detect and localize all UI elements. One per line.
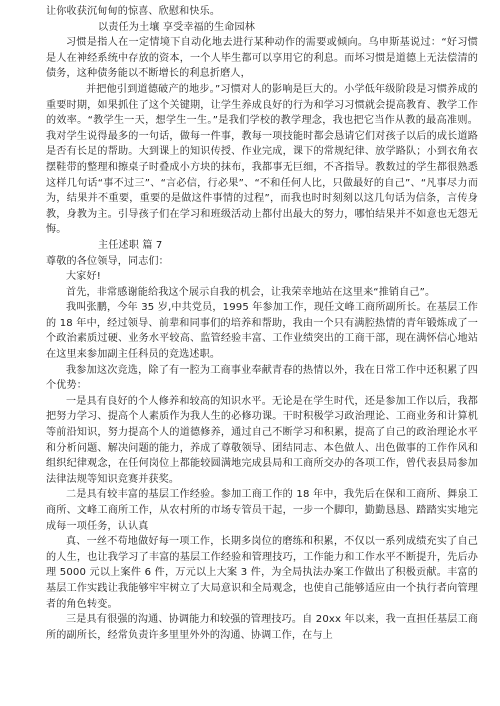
section-heading-responsibility: 以责任为土壤 享受幸福的生命园林 bbox=[98, 21, 256, 33]
paragraph-habit-influence: 并把他引到道德破产的地步。”习惯对人的影响是巨大的。小学低年级阶段是习惯养成的重要时期，如果抓住了这个关键期，让学生养成良好的行为和学习习惯就会提高教育、教学工作的效率。“教学生一天，想学生一生。”是我们学校的教学理念，我也把它当作从教的最高准则。我对学生说得最多的一句话，做每一件事，教每一项技能时都会恳请它们对孩子以后的成长道路是否有长足的帮助。大到课上的知识传授、作业完成，课下的常规纪律、放学路队；小到衣角衣摆鞋带的整理和擦桌子时叠成小方块的抹布，我都事无巨细，不吝指导。教数过的学生都很熟悉这样几句话“事不过三”、“言必信，行必果”、“不和任何人比，只做最好的自己”、“凡事尽力而为，结果并不重要，重要的是做这件事情的过程”，而我也时时刻刻以这几句话为信条，言传身教，身教为主。引导孩子们在学习和班级活动上都付出最大的努力，哪怕结果并不如意也无怨无悔。 bbox=[46, 83, 478, 236]
paragraph-advantage-two-cont: 真、一丝不苟地做好每一项工作，长期多岗位的磨练和积累，不仅以一系列成绩充实了自己的人生，也让我学习了丰富的基层工作经验和管理技巧，工作能力和工作水平不断提升，先后办理 5000 元以上案件 6 件，万元以上大案 3 件，为全局执法办案工作做出了积极贡献。丰富的基层工作实践让我能够牢牢树立了大局意识和全局观念，也使自己能够适应由一个执行者向管理者的角色转变。 bbox=[46, 536, 478, 610]
section-heading-report-7: 主任述职 篇 7 bbox=[98, 239, 163, 251]
paragraph-habit-definition: 习惯是指人在一定情境下自动化地去进行某种动作的需要或倾向。乌申斯基说过：“好习惯是人在神经系统中存放的资本，一个人毕生都可以享用它的利息。而坏习惯是道德上无法偿清的债务，这种债务能以不断增长的利息折磨人， bbox=[46, 37, 478, 80]
paragraph-thanks: 首先，非常感谢能给我这个展示自我的机会，让我荣幸地站在这里来“推销自己”。 bbox=[66, 286, 436, 298]
paragraph-advantage-three: 三是具有很强的沟通、协调能力和较强的管理技巧。自 20xx 年以来，我一直担任基层工商所的副所长，经常负责许多里里外外的沟通、协调工作，在与上 bbox=[46, 614, 478, 641]
paragraph-four-advantages: 我参加这次竞选，除了有一腔为工商事业奉献青春的热情以外，我在日常工作中还积累了四个优势： bbox=[46, 364, 478, 392]
paragraph-self-introduction: 我叫张鹏，今年 35 岁,中共党员，1995 年参加工作，现任文峰工商所副所长。在基层工作的 18 年中，经过领导、前辈和同事们的培养和帮助，我由一个只有满腔热情的青年锻炼成了一个政治素质过硬、业务水平较高、监管经验丰富、工作业绩突出的工商干部，现在满怀信心地站在这里来参加副主任科员的竞选述职。 bbox=[46, 302, 478, 361]
paragraph-advantage-two: 二是具有较丰富的基层工作经验。参加工商工作的 18 年中，我先后在保和工商所、舞泉工商所、文峰工商所工作，从农村所的市场专管员干起，一步一个脚印，勤勤恳恳、踏踏实实地完成每一项任务，认认真 bbox=[46, 489, 478, 532]
salutation: 尊敬的各位领导，同志们： bbox=[46, 255, 169, 267]
paragraph-greeting: 大家好! bbox=[66, 271, 101, 283]
paragraph-advantage-one: 一是具有良好的个人修养和较高的知识水平。无论是在学生时代，还是参加工作以后，我都把努力学习、提高个人素质作为我人生的必修功课。干时积极学习政治理论、工商业务和计算机等前沿知识，努力提高个人的道德修养，通过自己不断学习和积累，提高了自己的政治理论水平和分析问题、解决问题的能力，养成了尊敬领导、团结同志、本色做人、出色做事的工作作风和组织纪律观念，在任何岗位上都能较圆满地完成县局和工商所交办的各项工作，曾代表县局参加法律法规等知识竞赛并获奖。 bbox=[46, 395, 478, 485]
paragraph-continuation: 让你收获沉甸甸的惊喜、欣慰和快乐。 bbox=[46, 6, 221, 17]
